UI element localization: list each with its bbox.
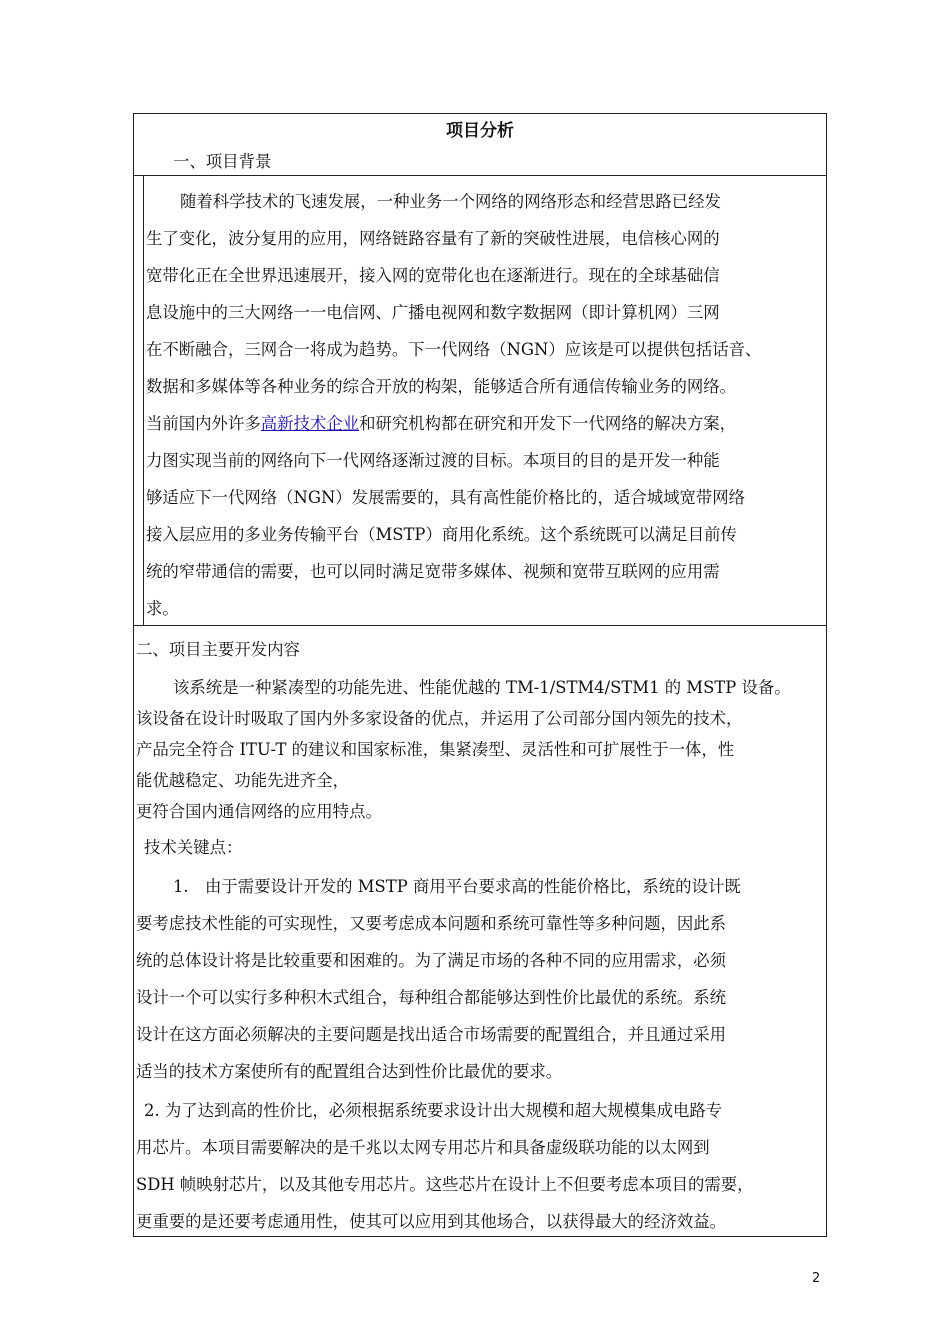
inner-left-border — [143, 175, 144, 625]
point2-line-2: 用芯片。本项目需要解决的是千兆以太网专用芯片和具备虚级联功能的以太网到 — [136, 1138, 710, 1157]
s1-line-6: 数据和多媒体等各种业务的综合开放的构架，能够适合所有通信传输业务的网络。 — [146, 377, 737, 396]
s1-line-3: 宽带化正在全世界迅速展开，接入网的宽带化也在逐渐进行。现在的全球基础信 — [146, 266, 720, 285]
point1-line-3: 统的总体设计将是比较重要和困难的。为了满足市场的各种不同的应用需求，必须 — [136, 951, 727, 970]
s1-line-1: 随着科学技术的飞速发展，一种业务一个网络的网络形态和经营思路已经发 — [180, 192, 721, 211]
s2-line-2: 该设备在设计时吸取了国内外多家设备的优点，并运用了公司部分国内领先的技术， — [136, 709, 743, 728]
s1-line-5: 在不断融合，三网合一将成为趋势。下一代网络（NGN）应该是可以提供包括话音、 — [146, 340, 762, 359]
s2-line-3: 产品完全符合 ITU-T 的建议和国家标准，集紧凑型、灵活性和可扩展性于一体，性 — [136, 740, 735, 759]
point2-line-3: SDH 帧映射芯片，以及其他专用芯片。这些芯片在设计上不但要考虑本项目的需要， — [136, 1175, 754, 1194]
point2-line-4: 更重要的是还要考虑通用性，使其可以应用到其他场合，以获得最大的经济效益。 — [136, 1212, 727, 1231]
s1-line-4: 息设施中的三大网络一一电信网、广播电视网和数字数据网（即计算机网）三网 — [146, 303, 720, 322]
s1-line-2: 生了变化，波分复用的应用，网络链路容量有了新的突破性进展，电信核心网的 — [146, 229, 720, 248]
section2-heading: 二、项目主要开发内容 — [136, 640, 300, 659]
section1-heading: 一、项目背景 — [173, 152, 272, 171]
s2-line-1: 该系统是一种紧凑型的功能先进、性能优越的 TM-1/STM4/STM1 的 MSTP 设备。 — [173, 678, 791, 697]
point1-line-4: 设计一个可以实行多种积木式组合，每种组合都能够达到性价比最优的系统。系统 — [136, 988, 727, 1007]
divider-title — [133, 175, 827, 176]
s2-line-5: 更符合国内通信网络的应用特点。 — [136, 802, 382, 821]
point1-line-5: 设计在这方面必须解决的主要问题是找出适合市场需要的配置组合，并且通过采用 — [136, 1025, 727, 1044]
s1-line-11: 统的窄带通信的需要，也可以同时满足宽带多媒体、视频和宽带互联网的应用需 — [146, 562, 720, 581]
s1-line-9: 够适应下一代网络（NGN）发展需要的，具有高性能价格比的，适合城域宽带网络 — [146, 488, 746, 507]
s2-line-4: 能优越稳定、功能先进齐全， — [136, 771, 350, 790]
s1-line-7-suffix: 和研究机构都在研究和开发下一代网络的解决方案， — [359, 414, 737, 433]
s1-line-10: 接入层应用的多业务传输平台（MSTP）商用化系统。这个系统既可以满足目前传 — [146, 525, 737, 544]
divider-section2 — [133, 625, 827, 626]
s1-line-8: 力图实现当前的网络向下一代网络逐渐过渡的目标。本项目的目的是开发一种能 — [146, 451, 720, 470]
page-number: 2 — [812, 1271, 821, 1286]
s1-line-7-prefix: 当前国内外许多 — [146, 414, 261, 433]
point1-line-2: 要考虑技术性能的可实现性，又要考虑成本问题和系统可靠性等多种问题，因此系 — [136, 914, 727, 933]
key-points-heading: 技术关键点： — [144, 838, 243, 857]
high-tech-enterprise-link[interactable]: 高新技术企业 — [260, 414, 360, 433]
point1-line-6: 适当的技术方案使所有的配置组合达到性价比最优的要求。 — [136, 1062, 563, 1081]
s1-line-7 — [146, 414, 736, 434]
point1-line-1: 1. 由于需要设计开发的 MSTP 商用平台要求高的性能价格比，系统的设计既 — [173, 877, 741, 896]
point2-line-1: 2. 为了达到高的性价比，必须根据系统要求设计出大规模和超大规模集成电路专 — [144, 1101, 723, 1120]
page-title: 项目分析 — [446, 121, 514, 141]
s1-line-12: 求。 — [146, 599, 179, 618]
